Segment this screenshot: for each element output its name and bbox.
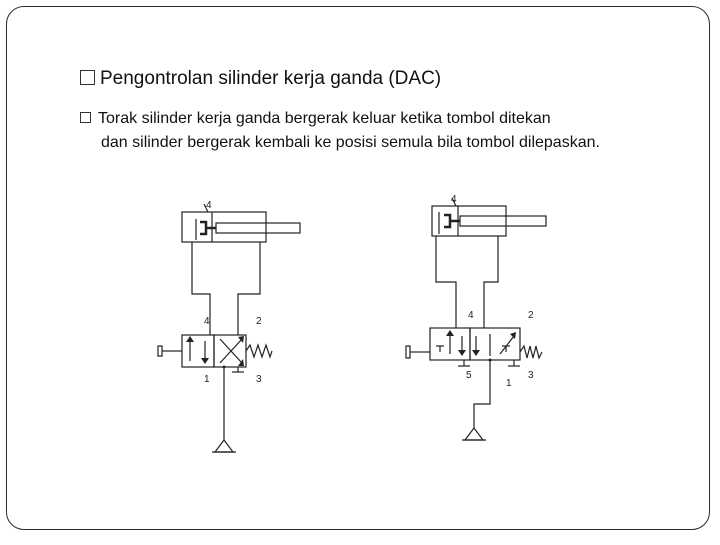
bullet-line-1: Torak silinder kerja ganda bergerak keluar ketika tombol ditekan xyxy=(80,107,672,131)
port-4-label: 4 xyxy=(204,316,210,327)
port-5-label: 5 xyxy=(466,370,472,381)
slide-title: Pengontrolan silinder kerja ganda (DAC) xyxy=(80,68,441,90)
cylinder-port-label: 4 xyxy=(451,194,457,205)
port-1-label: 1 xyxy=(506,378,512,389)
piston-rod xyxy=(460,216,546,226)
cylinder-body xyxy=(432,206,506,236)
port-4-label: 4 xyxy=(468,310,474,321)
bullet-line-2: dan silinder bergerak kembali ke posisi semula bila tombol dilepaskan. xyxy=(101,134,600,151)
port-2-label: 2 xyxy=(528,310,534,321)
port-3-label: 3 xyxy=(256,374,262,385)
port-3-label: 3 xyxy=(528,370,534,381)
port-2-label: 2 xyxy=(256,316,262,327)
cylinder-port-label: 4 xyxy=(206,200,212,211)
port-1-label: 1 xyxy=(204,374,210,385)
